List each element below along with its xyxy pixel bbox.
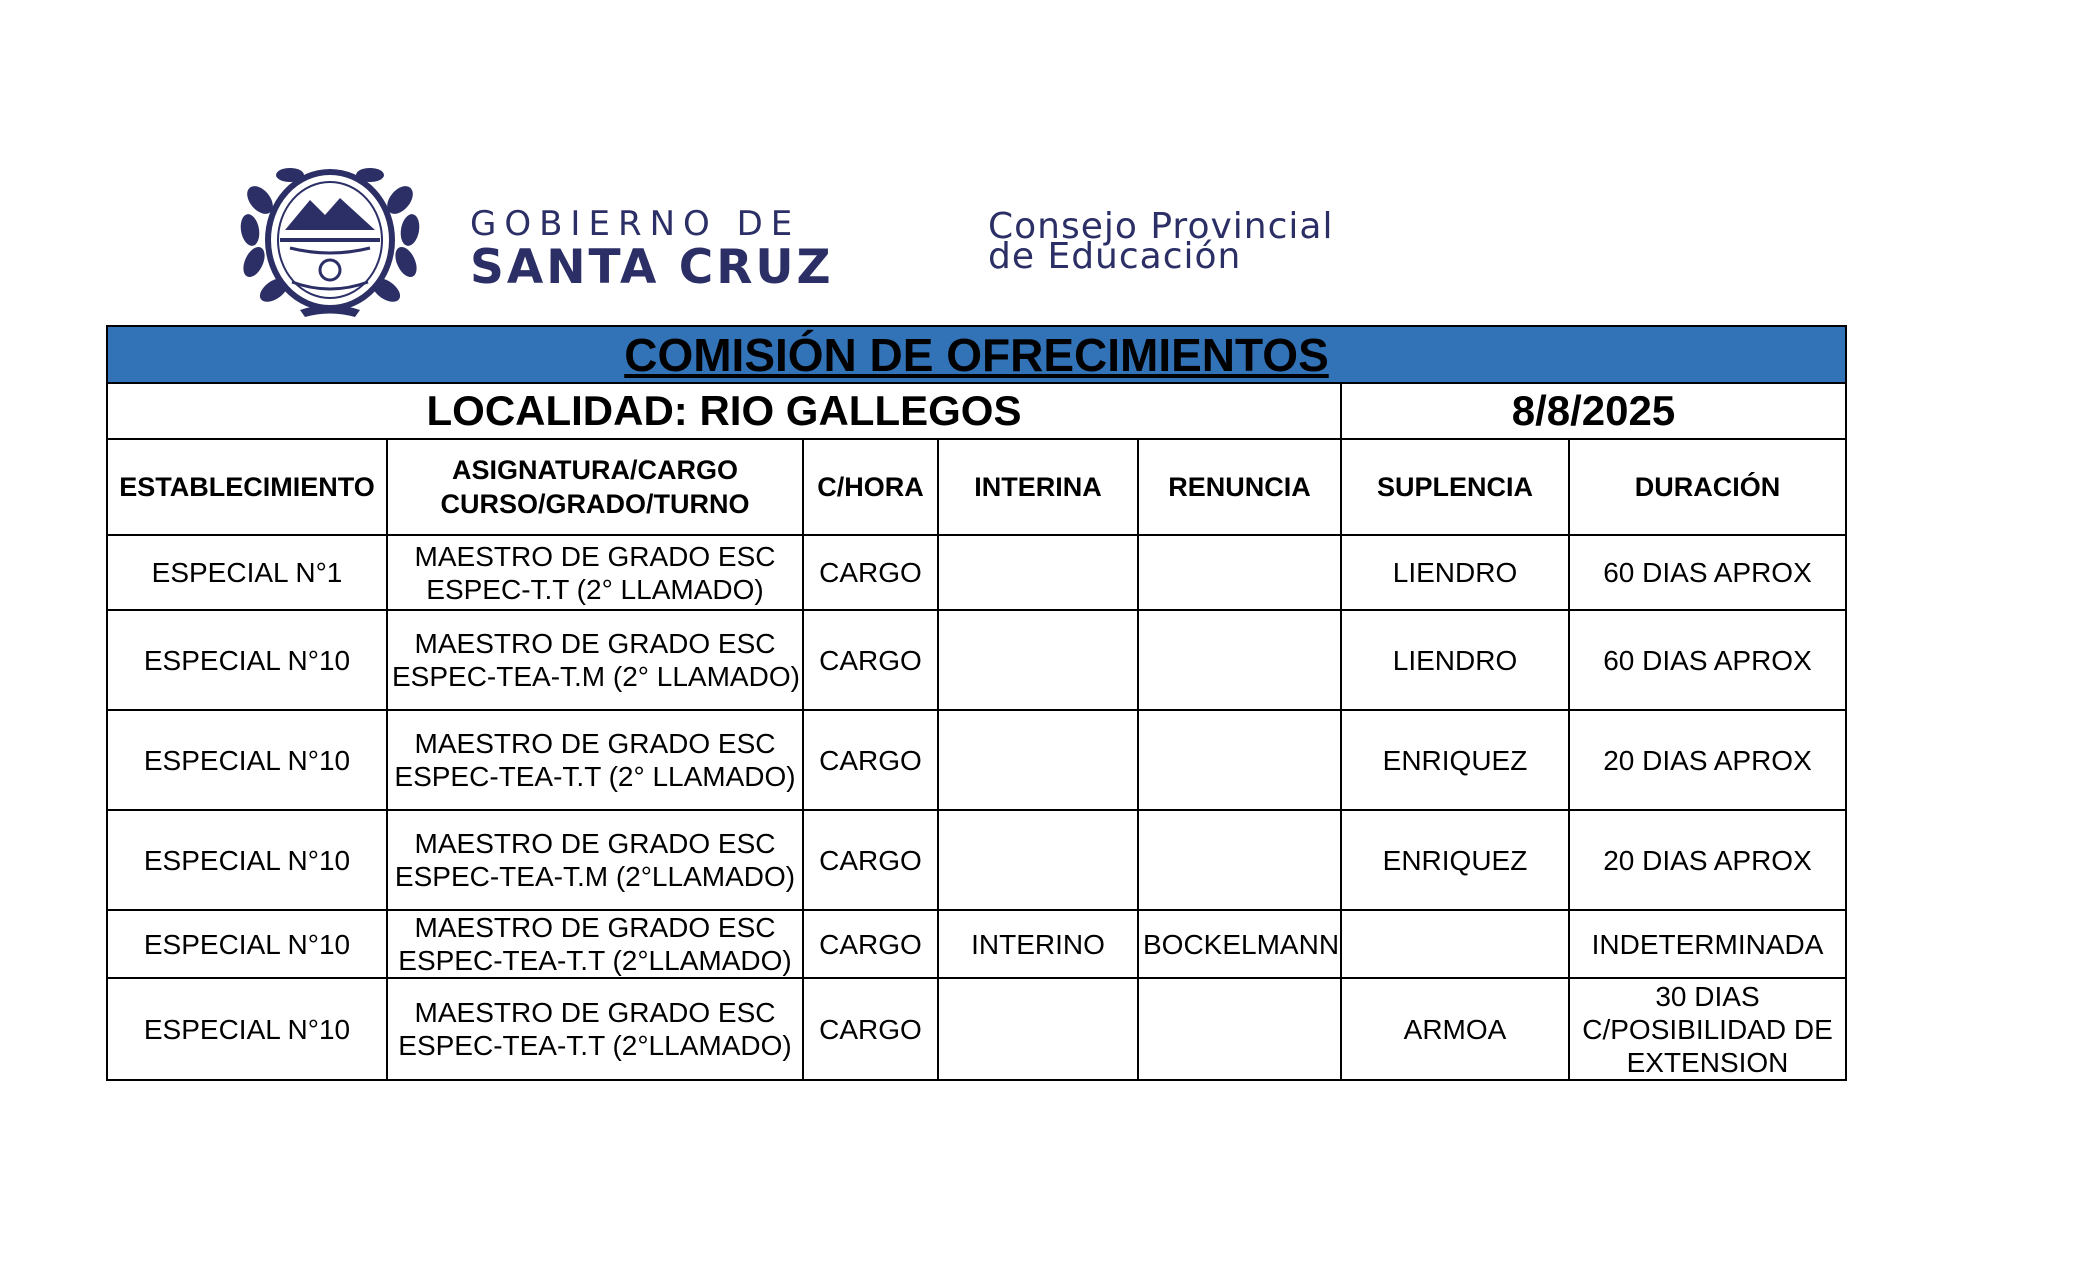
province-seal-icon: [230, 160, 430, 320]
cell-renuncia: [1138, 710, 1341, 810]
cell-duracion-line3: EXTENSION: [1626, 1046, 1789, 1078]
cell-chora: CARGO: [803, 710, 938, 810]
table-row: [107, 710, 1846, 810]
cell-chora: CARGO: [803, 610, 938, 710]
cell-duracion: [1569, 810, 1846, 910]
cell-suplencia: ENRIQUEZ: [1341, 810, 1569, 910]
cell-asignatura-line1: MAESTRO DE GRADO ESC: [414, 728, 776, 759]
cell-renuncia: [1138, 535, 1341, 610]
cell-asignatura: [387, 978, 803, 1080]
cell-duracion: [1569, 710, 1846, 810]
cell-duracion-line1: 20 DIAS APROX: [1603, 744, 1812, 776]
council-title-line2: de Educación: [988, 236, 1242, 277]
cell-asignatura-line2: ESPEC-TEA-T.T (2°LLAMADO): [398, 1030, 792, 1061]
cell-duracion-line1: 30 DIAS: [1655, 980, 1760, 1012]
cell-asignatura: [387, 810, 803, 910]
cell-duracion-line1: 60 DIAS APROX: [1603, 644, 1812, 676]
cell-duracion: [1569, 910, 1846, 978]
cell-chora: CARGO: [803, 910, 938, 978]
cell-suplencia: ARMOA: [1341, 978, 1569, 1080]
cell-establecimiento: ESPECIAL N°1: [107, 535, 387, 610]
table-row: [107, 810, 1846, 910]
col-header-asignatura: [387, 439, 803, 535]
cell-duracion: [1569, 610, 1846, 710]
table-row: [107, 535, 1846, 610]
page-title: COMISIÓN DE OFRECIMIENTOS: [107, 326, 1846, 383]
cell-interina: INTERINO: [938, 910, 1138, 978]
cell-interina: [938, 978, 1138, 1080]
cell-duracion-line1: INDETERMINADA: [1591, 928, 1824, 960]
cell-asignatura-line1: MAESTRO DE GRADO ESC: [414, 997, 776, 1028]
cell-duracion-line2: C/POSIBILIDAD DE: [1582, 1013, 1833, 1045]
col-header-asignatura-line1: ASIGNATURA/CARGO: [452, 455, 738, 485]
cell-establecimiento: ESPECIAL N°10: [107, 978, 387, 1080]
col-header-renuncia: RENUNCIA: [1138, 439, 1341, 535]
col-header-establecimiento: ESTABLECIMIENTO: [107, 439, 387, 535]
cell-suplencia: ENRIQUEZ: [1341, 710, 1569, 810]
cell-duracion: [1569, 535, 1846, 610]
cell-establecimiento: ESPECIAL N°10: [107, 710, 387, 810]
cell-renuncia: [1138, 810, 1341, 910]
cell-asignatura-line1: MAESTRO DE GRADO ESC: [414, 912, 776, 943]
cell-duracion-line1: 60 DIAS APROX: [1603, 557, 1812, 588]
cell-interina: [938, 610, 1138, 710]
cell-interina: [938, 810, 1138, 910]
cell-suplencia: [1341, 910, 1569, 978]
cell-establecimiento: ESPECIAL N°10: [107, 610, 387, 710]
header-logos: [230, 160, 1430, 320]
cell-asignatura-line2: ESPEC-TEA-T.T (2°LLAMADO): [398, 945, 792, 976]
col-header-chora: C/HORA: [803, 439, 938, 535]
cell-asignatura-line1: MAESTRO DE GRADO ESC: [414, 828, 776, 859]
col-header-interina: INTERINA: [938, 439, 1138, 535]
col-header-suplencia: SUPLENCIA: [1341, 439, 1569, 535]
cell-asignatura-line2: ESPEC-TEA-T.T (2° LLAMADO): [394, 761, 796, 792]
col-header-asignatura-line2: CURSO/GRADO/TURNO: [440, 489, 750, 519]
council-title-line1: Consejo Provincial: [988, 206, 1334, 247]
cell-renuncia: BOCKELMANN: [1138, 910, 1341, 978]
cell-establecimiento: ESPECIAL N°10: [107, 810, 387, 910]
col-header-duracion: DURACIÓN: [1569, 439, 1846, 535]
cell-asignatura-line2: ESPEC-TEA-T.M (2°LLAMADO): [394, 861, 796, 892]
cell-asignatura-line2: ESPEC-T.T (2° LLAMADO): [426, 573, 764, 605]
cell-asignatura: [387, 610, 803, 710]
cell-duracion-line1: 20 DIAS APROX: [1603, 844, 1812, 876]
table-header-row: [107, 439, 1846, 535]
cell-interina: [938, 710, 1138, 810]
table-row: [107, 910, 1846, 978]
gov-title-line2: SANTA CRUZ: [470, 240, 834, 295]
cell-chora: CARGO: [803, 535, 938, 610]
cell-asignatura-line1: MAESTRO DE GRADO ESC: [414, 540, 776, 572]
offers-table: [106, 325, 1847, 1081]
cell-suplencia: LIENDRO: [1341, 535, 1569, 610]
gov-title-line1: GOBIERNO DE: [470, 204, 801, 244]
cell-suplencia: LIENDRO: [1341, 610, 1569, 710]
cell-asignatura: [387, 535, 803, 610]
cell-chora: CARGO: [803, 810, 938, 910]
cell-asignatura-line1: MAESTRO DE GRADO ESC: [414, 628, 776, 659]
locality-label: LOCALIDAD: RIO GALLEGOS: [107, 383, 1341, 439]
cell-asignatura-line2: ESPEC-TEA-T.M (2° LLAMADO): [392, 661, 800, 692]
date-label: 8/8/2025: [1341, 383, 1846, 439]
table-row: [107, 610, 1846, 710]
cell-asignatura: [387, 910, 803, 978]
cell-renuncia: [1138, 610, 1341, 710]
cell-renuncia: [1138, 978, 1341, 1080]
cell-asignatura: [387, 710, 803, 810]
cell-establecimiento: ESPECIAL N°10: [107, 910, 387, 978]
cell-interina: [938, 535, 1138, 610]
table-row: [107, 978, 1846, 1080]
cell-duracion: [1569, 978, 1846, 1080]
cell-chora: CARGO: [803, 978, 938, 1080]
